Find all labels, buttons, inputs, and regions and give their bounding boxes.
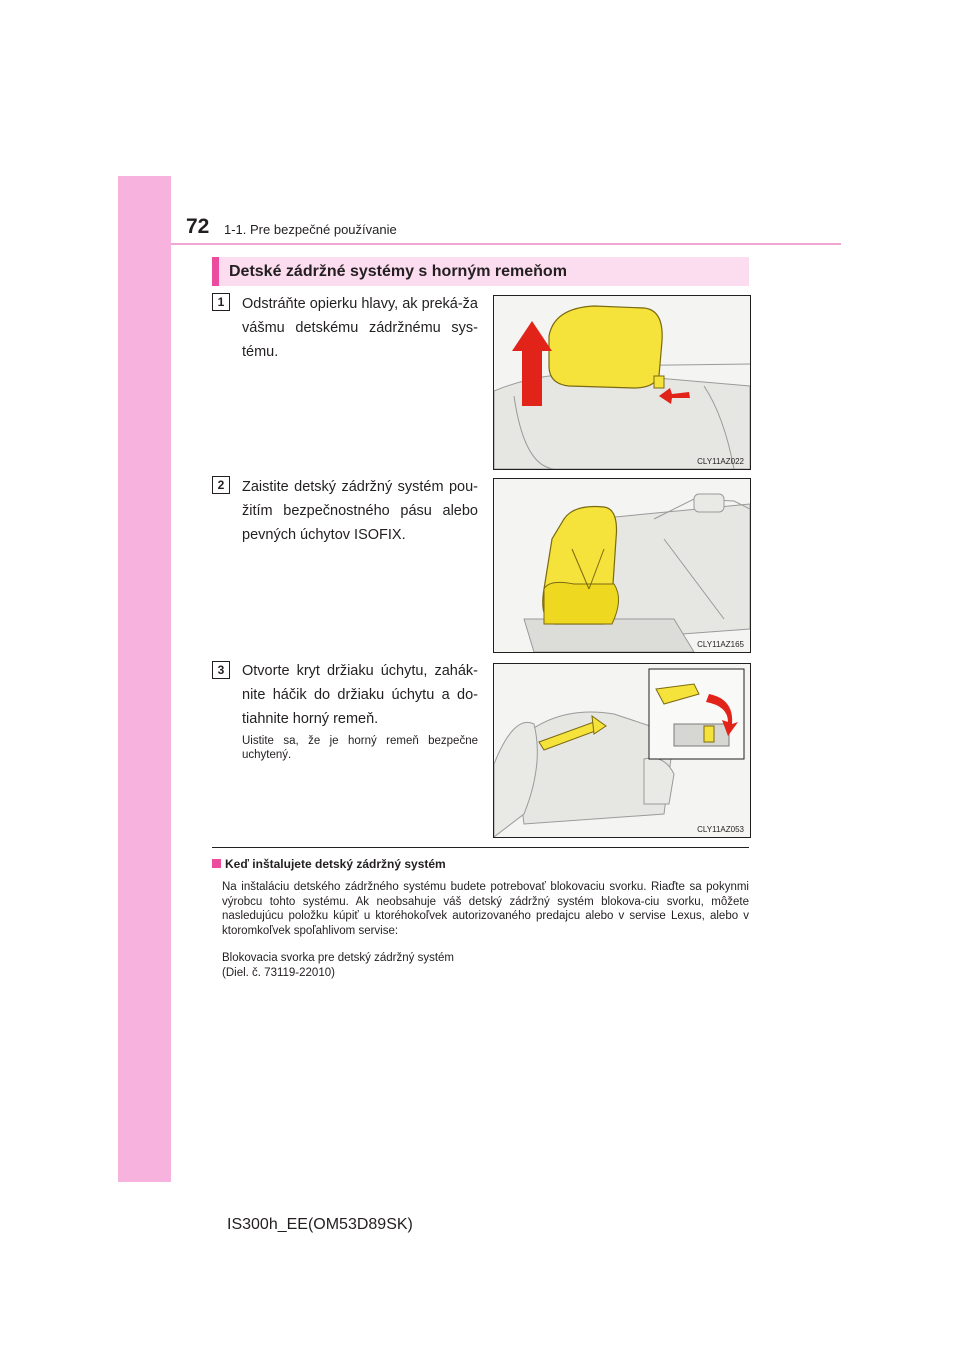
footer-model-code: IS300h_EE(OM53D89SK) <box>227 1216 413 1233</box>
step-number-1: 1 <box>212 293 230 311</box>
tether-anchor-illustration <box>493 663 751 838</box>
header-divider <box>171 243 841 245</box>
headrest-illustration <box>493 295 751 470</box>
image-code: CLY11AZ022 <box>697 457 744 466</box>
info-part <box>222 951 454 980</box>
section-divider <box>212 847 749 848</box>
info-body: Na inštaláciu detského zádržného systému budete potrebovať blokovaciu svorku. Riaďte sa pokynmi výrobcu tohto systému. Ak neobsahuje váš detský zádržný systém blokova-ciu svorku, môžete nasledujúcu položku kúpiť u ktoréhokoľvek autorizovaného predajcu alebo v servise Lexus, alebo v ktoromkoľvek spoľahlivom servise: <box>222 881 749 937</box>
page-number: 72 <box>186 215 210 238</box>
step-text-3: Otvorte kryt držiaku úchytu, zahák-nite háčik do držiaku úchytu a do-tiahnite horný remeň. <box>242 663 478 727</box>
part-number: (Diel. č. 73119-22010) <box>222 966 335 979</box>
image-code: CLY11AZ053 <box>697 825 744 834</box>
child-seat-illustration <box>493 478 751 653</box>
image-code: CLY11AZ165 <box>697 640 744 649</box>
step-text-1: Odstráňte opierku hlavy, ak preká-ža vášmu detskému zádržnému sys-tému. <box>242 296 478 360</box>
step-note-3: Uistite sa, že je horný remeň bezpečne uchytený. <box>242 735 478 761</box>
step-number-2: 2 <box>212 476 230 494</box>
step-number-3: 3 <box>212 661 230 679</box>
section-heading: Detské zádržné systémy s horným remeňom <box>212 257 749 286</box>
bullet-square-icon <box>212 859 221 868</box>
info-heading-text: Keď inštalujete detský zádržný systém <box>225 857 446 871</box>
side-tab-bar <box>118 176 171 1182</box>
chapter-title: 1-1. Pre bezpečné používanie <box>224 222 397 237</box>
info-heading <box>212 857 446 871</box>
step-text-2: Zaistite detský zádržný systém pou-žitím bezpečnostného pásu alebo pevných úchytov ISOFIX. <box>242 479 478 543</box>
part-name: Blokovacia svorka pre detský zádržný systém <box>222 952 455 964</box>
